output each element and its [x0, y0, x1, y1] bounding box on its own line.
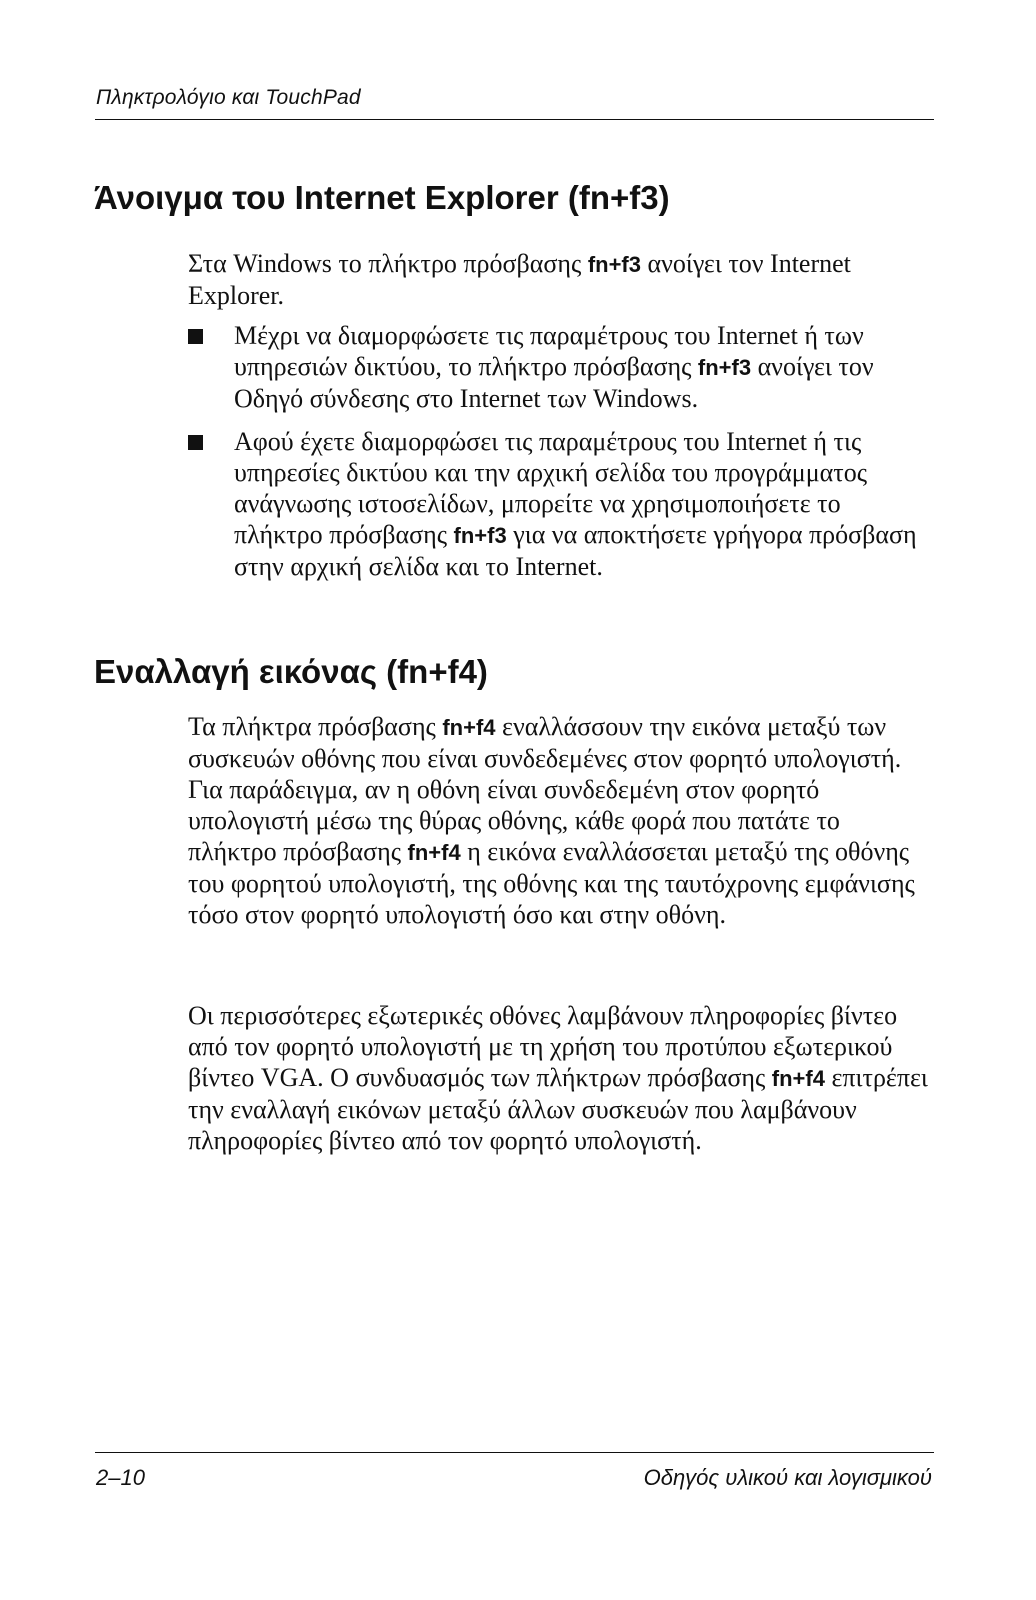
text-run: Στα Windows το πλήκτρο πρόσβασης	[188, 249, 588, 278]
text-run: επιτρέπει την εναλλαγή εικόνων μεταξύ άλλων συσκευών που λαμβάνουν πληροφορίες βίντεο από τον φορητό υπολογιστή.	[188, 1063, 928, 1155]
bullet-text	[234, 426, 933, 582]
text-run: εναλλάσσουν την εικόνα μεταξύ των συσκευών οθόνης που είναι συνδεδεμένες στον φορητό υπολογιστή. Για παράδειγμα, αν η οθόνη είναι συνδεδεμένη στον φορητό υπολογιστή μέσω της θύρας οθόνης, κάθε φορά που πατάτε το πλήκτρο πρόσβασης	[188, 712, 902, 866]
hotkey-fn-f4: fn+f4	[407, 840, 461, 865]
footer-rule	[95, 1452, 934, 1453]
page-number: 2–10	[96, 1465, 145, 1490]
section-heading-internet-explorer: Άνοιγμα του Internet Explorer (fn+f3)	[94, 179, 670, 216]
text-run: Τα πλήκτρα πρόσβασης	[188, 712, 443, 741]
bullet-item-home-page	[188, 426, 933, 582]
hotkey-fn-f4: fn+f4	[442, 715, 496, 740]
section-heading-display-switch: Εναλλαγή εικόνας (fn+f4)	[94, 653, 488, 690]
text-run: ανοίγει τον Οδηγό σύνδεσης στο Internet των Windows.	[234, 352, 874, 413]
bullet-item-setup-wizard	[188, 320, 933, 414]
footer-book-title: Οδηγός υλικού και λογισμικού	[643, 1465, 932, 1490]
paragraph-display-switch	[188, 711, 933, 930]
paragraph-external-monitors	[188, 1000, 933, 1156]
text-run: ανοίγει τον Internet Explorer.	[188, 249, 851, 310]
hotkey-fn-f3: fn+f3	[453, 523, 507, 548]
header-rule	[95, 119, 934, 120]
text-run: Αφού έχετε διαμορφώσει τις παραμέτρους του Internet ή τις υπηρεσίες δικτύου και την αρχική σελίδα του προγράμματος ανάγνωσης ιστοσελίδων, μπορείτε να χρησιμοποιήσετε το πλήκτρο πρόσβασης	[234, 427, 868, 549]
text-run: Οι περισσότερες εξωτερικές οθόνες λαμβάνουν πληροφορίες βίντεο από τον φορητό υπολογιστή με τη χρήση του προτύπου εξωτερικού βίντεο VGA. Ο συνδυασμός των πλήκτρων πρόσβασης	[188, 1001, 898, 1092]
hotkey-fn-f3: fn+f3	[587, 252, 641, 277]
running-header: Πληκτρολόγιο και TouchPad	[96, 86, 361, 109]
paragraph-intro-fn-f3	[188, 248, 933, 311]
hotkey-fn-f3: fn+f3	[697, 355, 752, 380]
text-run: για να αποκτήσετε γρήγορα πρόσβαση στην αρχική σελίδα και το Internet.	[234, 520, 917, 581]
text-run: Μέχρι να διαμορφώσετε τις παραμέτρους του Internet ή των υπηρεσιών δικτύου, το πλήκτρο πρόσβασης	[234, 321, 864, 381]
text-run: η εικόνα εναλλάσσεται μεταξύ της οθόνης του φορητού υπολογιστή, της οθόνης και της ταυτόχρονης εμφάνισης τόσο στον φορητό υπολογιστή όσο και στην οθόνη.	[188, 837, 915, 929]
bullet-square-icon	[188, 329, 203, 344]
hotkey-fn-f4: fn+f4	[771, 1066, 825, 1091]
bullet-square-icon	[188, 435, 203, 450]
bullet-text	[234, 320, 933, 414]
